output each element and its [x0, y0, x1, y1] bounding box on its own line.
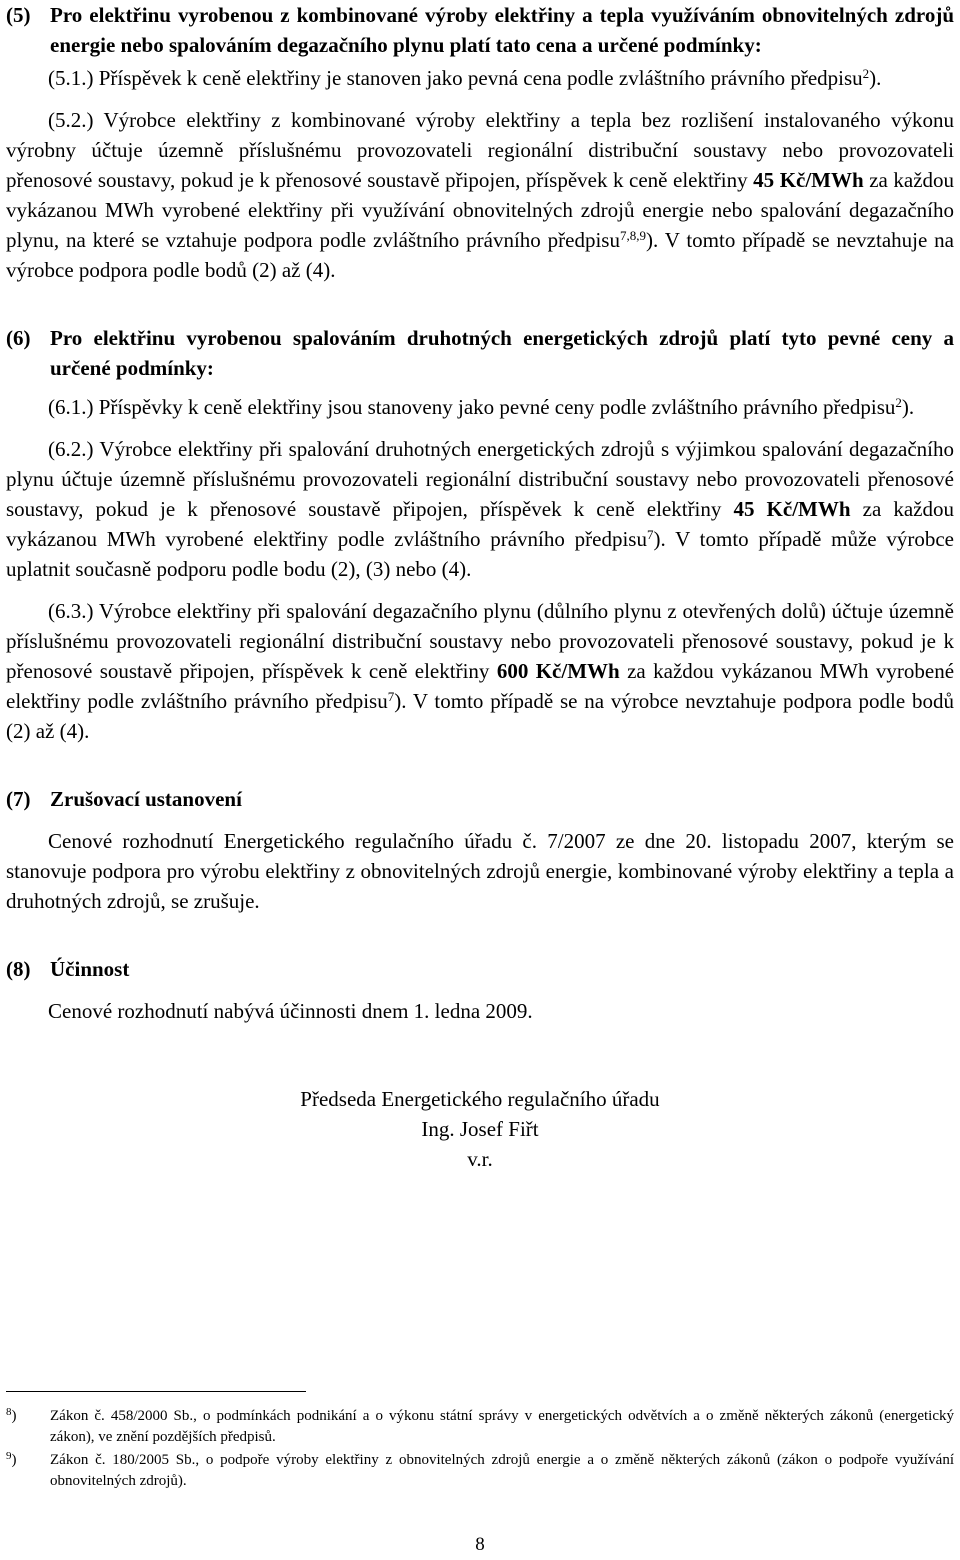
footnote-mark: 9: [6, 1450, 12, 1462]
section-heading-text: Zrušovací ustanovení: [50, 787, 242, 811]
footnote-ref: 7: [387, 689, 395, 704]
section-8-heading: [6, 954, 954, 984]
price-value: 45 Kč/MWh: [733, 497, 851, 521]
section-7-heading: [6, 784, 954, 814]
signature-title: Předseda Energetického regulačního úřadu: [300, 1087, 660, 1111]
paragraph-6-3: (6.3.) Výrobce elektřiny při spalování degazačního plynu (důlního plynu z otevřených dolů) účtuje územně příslušnému provozovateli regionální distribuční soustavy nebo provozovateli přenosové soustavy, pokud je k přenosové soustavě připojen, příspěvek k ceně elektřiny 600 Kč/MWh za každou vykázanou MWh vyrobené elektřiny podle zvláštního právního předpisu$^7$). V tomto případě se na výrobce nevztahuje podpora podle bodů (2) až (4).: [6, 599, 955, 743]
signature-name: Ing. Josef Fiřt: [421, 1117, 539, 1141]
section-6-heading: [6, 323, 954, 383]
paragraph-8: Cenové rozhodnutí nabývá účinnosti dnem 1. ledna 2009.: [48, 999, 533, 1023]
paragraph-5-1: (5.1.) Příspěvek k ceně elektřiny je stanoven jako pevná cena podle zvláštního právního předpisu$^2$).: [48, 66, 882, 90]
section-heading-text: Pro elektřinu vyrobenou spalováním druhotných energetických zdrojů platí tyto pevné ceny a určené podmínky:: [50, 326, 954, 380]
section-number: (8): [6, 957, 31, 981]
page-number: 8: [475, 1534, 485, 1555]
section-heading-text: Pro elektřinu vyrobenou z kombinované výroby elektřiny a tepla využíváním obnovitelných zdrojů energie nebo spalováním degazačního plynu platí tato cena a určené podmínky:: [50, 3, 954, 57]
footnote-separator: [6, 1391, 306, 1392]
footnote-ref: 7,8,9: [619, 228, 646, 243]
section-heading-text: Účinnost: [50, 957, 130, 981]
paragraph-6-2: (6.2.) Výrobce elektřiny při spalování druhotných energetických zdrojů s výjimkou spalování degazačního plynu účtuje územně příslušnému provozovateli regionální distribuční soustavy nebo provozovateli přenosové soustavy, pokud je k přenosové soustavě připojen, příspěvek k ceně elektřiny 45 Kč/MWh za každou vykázanou MWh vyrobené elektřiny podle zvláštního právního předpisu$^7$). V tomto případě může výrobce uplatnit současně podporu podle bodu (2), (3) nebo (4).: [6, 437, 955, 581]
paragraph-7: Cenové rozhodnutí Energetického regulačního úřadu č. 7/2007 ze dne 20. listopadu 2007, kterým se stanovuje podpora pro výrobu elektřiny z obnovitelných zdrojů energie, kombinované výroby elektřiny a tepla a druhotných zdrojů, se zrušuje.: [6, 829, 954, 913]
footnotes: [6, 1406, 954, 1492]
section-number: (6): [6, 326, 31, 350]
section-5-heading: [6, 0, 954, 60]
footnote-text: Zákon č. 458/2000 Sb., o podmínkách podnikání a o výkonu státní správy v energetických odvětvích a o změně některých zákonů (energetický zákon), ve znění pozdějších předpisů.: [50, 1408, 954, 1445]
footnote-8: $^8$) Zákon č. 458/2000 Sb., o podmínkách podnikání a o výkonu státní správy v energetických odvětvích a o změně některých zákonů (energetický zákon), ve znění pozdějších předpisů.: [6, 1406, 954, 1448]
footnote-ref: 2: [862, 66, 870, 81]
signature-vr: v.r.: [467, 1147, 493, 1171]
footnote-mark: 8: [6, 1406, 12, 1418]
footnote-9: $^9$) Zákon č. 180/2005 Sb., o podpoře výroby elektřiny z obnovitelných zdrojů energie a o změně některých zákonů (zákon o podpoře využívání obnovitelných zdrojů).: [6, 1450, 954, 1492]
signature-block: [6, 1084, 954, 1174]
paragraph-5-2: (5.2.) Výrobce elektřiny z kombinované výroby elektřiny a tepla bez rozlišení instalovaného výkonu výrobny účtuje územně příslušnému provozovateli regionální distribuční soustavy nebo provozovateli přenosové soustavy, pokud je k přenosové soustavě připojen, příspěvek k ceně elektřiny 45 Kč/MWh za každou vykázanou MWh vyrobené elektřiny při využívání obnovitelných zdrojů energie nebo spalování degazačního plynu, na které se vztahuje podpora podle zvláštního právního předpisu$^{7,8,9}$). V tomto případě se nevztahuje na výrobce podpora podle bodů (2) až (4).: [6, 108, 955, 282]
paragraph-6-1: (6.1.) Příspěvky k ceně elektřiny jsou stanoveny jako pevné ceny podle zvláštního právního předpisu$^2$).: [48, 395, 915, 419]
document-page: [6, 0, 954, 1174]
price-value: 600 Kč/MWh: [496, 659, 620, 683]
footnote-ref: 7: [646, 527, 654, 542]
footnote-ref: 2: [895, 395, 902, 410]
section-number: (7): [6, 787, 31, 811]
section-number: (5): [6, 3, 31, 27]
price-value: 45 Kč/MWh: [753, 168, 864, 192]
footnote-text: Zákon č. 180/2005 Sb., o podpoře výroby elektřiny z obnovitelných zdrojů energie a o změně některých zákonů (zákon o podpoře využívání obnovitelných zdrojů).: [50, 1452, 954, 1489]
